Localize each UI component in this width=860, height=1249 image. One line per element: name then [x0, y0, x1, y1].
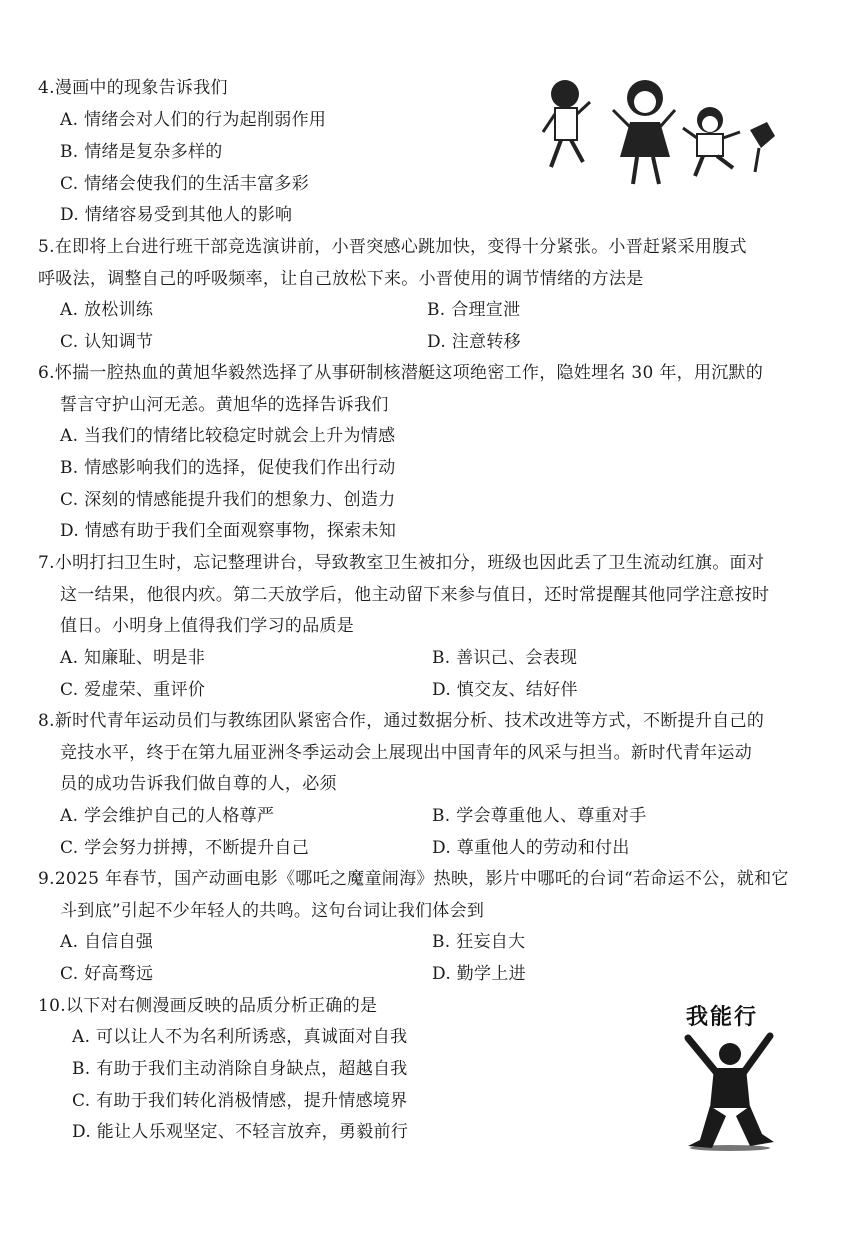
q9-option-d: D. 勤学上进: [432, 964, 526, 984]
q5-option-b: B. 合理宣泄: [427, 300, 521, 320]
q7-stem-line3: 值日。小明身上值得我们学习的品质是: [60, 616, 355, 636]
q10-option-b: B. 有助于我们主动消除自身缺点，超越自我: [72, 1059, 408, 1079]
q8-stem-line1: 8.新时代青年运动员们与教练团队紧密合作，通过数据分析、技术改进等方式，不断提升自己的: [38, 711, 765, 731]
q9-option-c: C. 好高骛远: [60, 964, 154, 984]
q8-stem-line2: 竞技水平，终于在第九届亚洲冬季运动会上展现出中国青年的风采与担当。新时代青年运动: [60, 743, 752, 763]
q9-option-a: A. 自信自强: [60, 932, 154, 952]
cartoon-caption: 我能行: [686, 1005, 759, 1030]
q6-stem-line1: 6.怀揣一腔热血的黄旭华毅然选择了从事研制核潜艇这项绝密工作，隐姓埋名 30 年，用沉默的: [38, 363, 764, 383]
q4-option-d: D. 情绪容易受到其他人的影响: [60, 205, 293, 225]
q8-option-a: A. 学会维护自己的人格尊严: [60, 806, 275, 826]
q6-option-b: B. 情感影响我们的选择，促使我们作出行动: [60, 458, 396, 478]
q6-option-a: A. 当我们的情绪比较稳定时就会上升为情感: [60, 426, 396, 446]
q10-stem: 10.以下对右侧漫画反映的品质分析正确的是: [38, 996, 378, 1016]
q7-option-a: A. 知廉耻、明是非: [60, 648, 206, 668]
q9-option-b: B. 狂妄自大: [432, 932, 526, 952]
q8-option-c: C. 学会努力拼搏，不断提升自己: [60, 838, 310, 858]
q8-option-b: B. 学会尊重他人、尊重对手: [432, 806, 647, 826]
q10-option-d: D. 能让人乐观坚定、不轻言放弃，勇毅前行: [72, 1122, 409, 1142]
q7-stem-line2: 这一结果，他很内疚。第二天放学后，他主动留下来参与值日，还时常提醒其他同学注意按时: [60, 585, 770, 605]
cheering-person-cartoon-icon: [670, 1030, 790, 1152]
q5-option-d: D. 注意转移: [427, 332, 521, 352]
q4-option-a: A. 情绪会对人们的行为起削弱作用: [60, 110, 327, 130]
q8-option-d: D. 尊重他人的劳动和付出: [432, 838, 630, 858]
q7-option-b: B. 善识己、会表现: [432, 648, 578, 668]
q10-option-c: C. 有助于我们转化消极情感，提升情感境界: [72, 1091, 408, 1111]
q9-stem-line1: 9.2025 年春节，国产动画电影《哪吒之魔童闹海》热映，影片中哪吒的台词“若命运不公，就和它: [38, 869, 789, 889]
q5-stem-line2: 呼吸法，调整自己的呼吸频率，让自己放松下来。小晋使用的调节情绪的方法是: [38, 269, 644, 289]
q6-option-d: D. 情感有助于我们全面观察事物，探索未知: [60, 521, 397, 541]
jumping-kids-cartoon-icon: [535, 72, 785, 192]
q4-option-b: B. 情绪是复杂多样的: [60, 142, 223, 162]
q7-option-c: C. 爱虚荣、重评价: [60, 680, 206, 700]
q5-option-a: A. 放松训练: [60, 300, 154, 320]
q10-option-a: A. 可以让人不为名利所诱惑，真诚面对自我: [72, 1027, 408, 1047]
q4-stem: 4.漫画中的现象告诉我们: [38, 78, 228, 98]
q6-option-c: C. 深刻的情感能提升我们的想象力、创造力: [60, 490, 396, 510]
q9-stem-line2: 斗到底”引起不少年轻人的共鸣。这句台词让我们体会到: [60, 901, 485, 921]
q5-stem-line1: 5.在即将上台进行班干部竞选演讲前，小晋突感心跳加快，变得十分紧张。小晋赶紧采用腹式: [38, 237, 747, 257]
q4-option-c: C. 情绪会使我们的生活丰富多彩: [60, 174, 310, 194]
q6-stem-line2: 誓言守护山河无恙。黄旭华的选择告诉我们: [60, 395, 389, 415]
q5-option-c: C. 认知调节: [60, 332, 154, 352]
q7-stem-line1: 7.小明打扫卫生时，忘记整理讲台，导致教室卫生被扣分，班级也因此丢了卫生流动红旗。面对: [38, 553, 765, 573]
q8-stem-line3: 员的成功告诉我们做自尊的人，必须: [60, 774, 337, 794]
q7-option-d: D. 慎交友、结好伴: [432, 680, 578, 700]
